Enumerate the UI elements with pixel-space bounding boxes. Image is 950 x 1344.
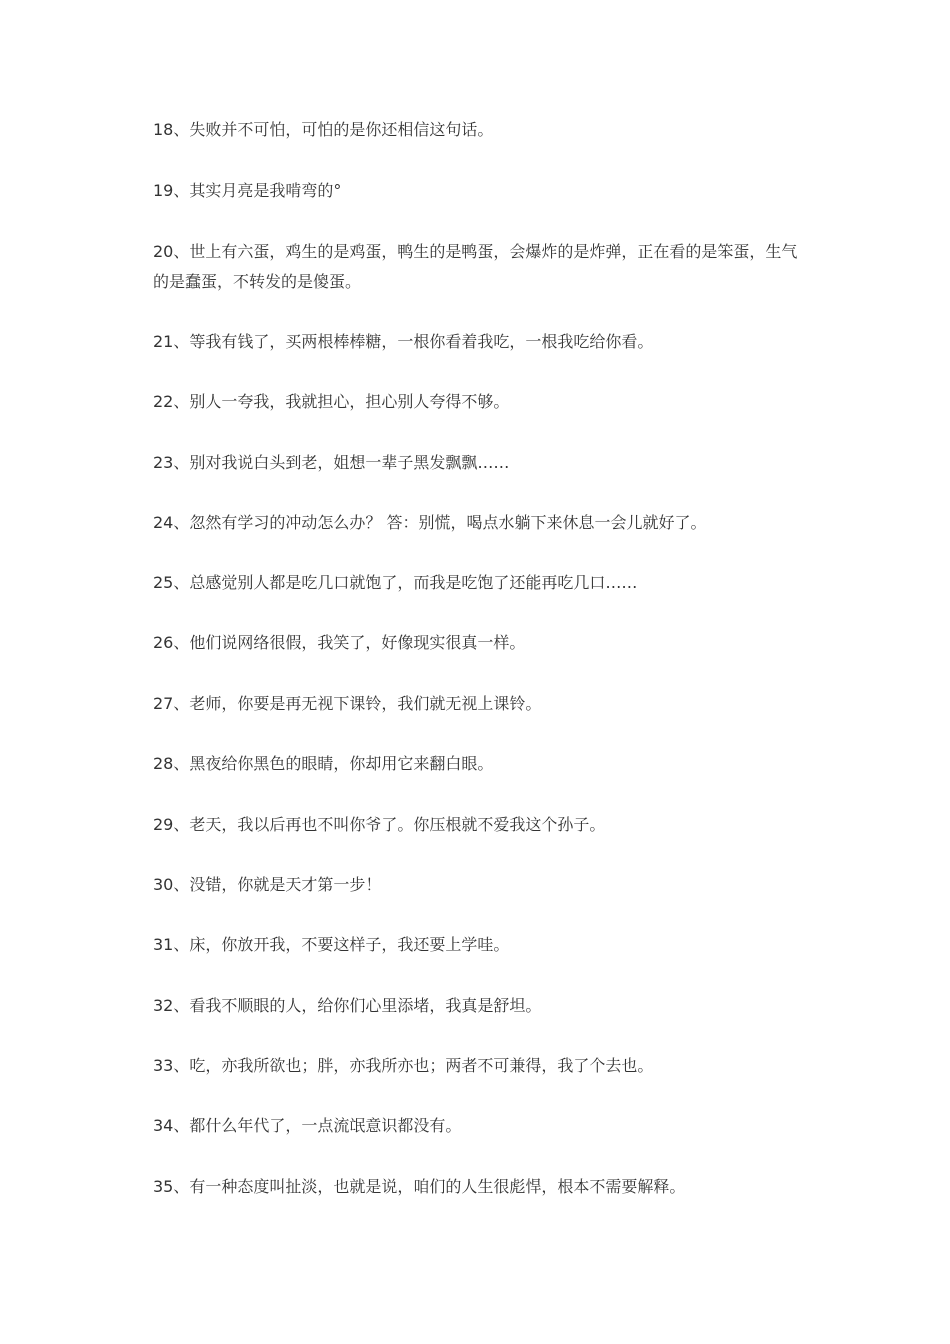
paragraph-35: 35、有一种态度叫扯淡，也就是说，咱们的人生很彪悍，根本不需要解释。 — [153, 1177, 686, 1196]
paragraph-23: 23、别对我说白头到老，姐想一辈子黑发飘飘…… — [153, 453, 510, 472]
paragraph-33: 33、吃，亦我所欲也；胖，亦我所亦也；两者不可兼得，我了个去也。 — [153, 1056, 654, 1075]
paragraph-24: 24、忽然有学习的冲动怎么办？ 答：别慌，喝点水躺下来休息一会儿就好了。 — [153, 513, 707, 532]
paragraph-31: 31、床，你放开我，不要这样子，我还要上学哇。 — [153, 935, 510, 954]
paragraph-22: 22、别人一夸我，我就担心，担心别人夸得不够。 — [153, 392, 510, 411]
paragraph-29: 29、老天，我以后再也不叫你爷了。你压根就不爱我这个孙子。 — [153, 815, 606, 834]
paragraph-30: 30、没错，你就是天才第一步！ — [153, 875, 382, 894]
paragraph-28: 28、黑夜给你黑色的眼睛，你却用它来翻白眼。 — [153, 754, 494, 773]
paragraph-20: 20、世上有六蛋，鸡生的是鸡蛋，鸭生的是鸭蛋，会爆炸的是炸弹，正在看的是笨蛋，生气的是蠢蛋，不转发的是傻蛋。 — [153, 242, 798, 291]
paragraph-18: 18、失败并不可怕，可怕的是你还相信这句话。 — [153, 120, 494, 139]
paragraph-26: 26、他们说网络很假，我笑了，好像现实很真一样。 — [153, 633, 526, 652]
paragraph-19: 19、其实月亮是我啃弯的° — [153, 181, 342, 200]
paragraph-27: 27、老师，你要是再无视下课铃，我们就无视上课铃。 — [153, 694, 542, 713]
paragraph-25: 25、总感觉别人都是吃几口就饱了，而我是吃饱了还能再吃几口…… — [153, 573, 638, 592]
paragraph-21: 21、等我有钱了，买两根棒棒糖，一根你看着我吃，一根我吃给你看。 — [153, 332, 654, 351]
paragraph-34: 34、都什么年代了，一点流氓意识都没有。 — [153, 1116, 462, 1135]
paragraph-32: 32、看我不顺眼的人，给你们心里添堵，我真是舒坦。 — [153, 996, 542, 1015]
